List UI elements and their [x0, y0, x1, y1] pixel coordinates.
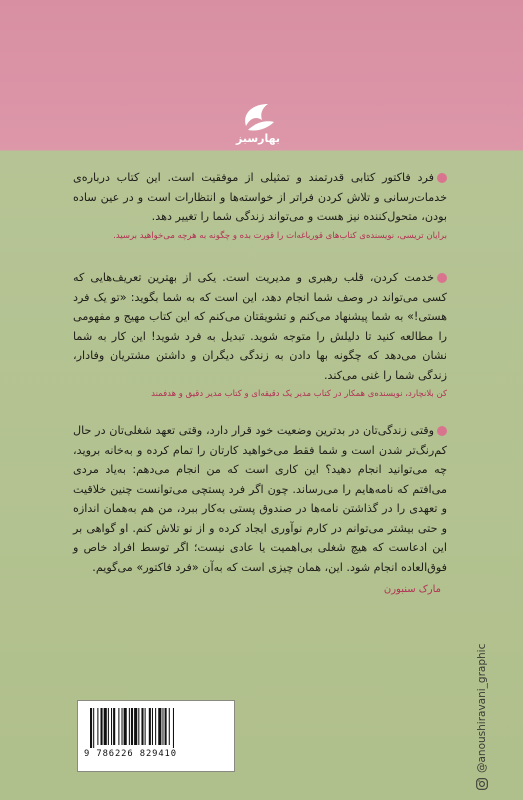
barcode-bars: [90, 708, 222, 748]
endorsement-1: [73, 168, 447, 242]
barcode-bar: [152, 708, 153, 745]
barcode-bar: [162, 708, 163, 745]
barcode-bar: [129, 708, 130, 745]
endorsement-text: فرد فاکتور کتابی قدرتمند و تمثیلی از موفقیت است. این کتاب درباره‌ی خدمات‌رسانی و تلاش کردن فراتر از خواسته‌ها و انتظارات است و در عین ساده بودن، متحول‌کننده نیز هست و می‌تواند زندگی شما را تغییر دهد.: [73, 171, 447, 223]
barcode-bar: [131, 708, 133, 745]
endorsement-3: [73, 421, 447, 596]
barcode-bar: [141, 708, 143, 745]
barcode-bar: [97, 708, 98, 745]
instagram-icon: [476, 778, 488, 790]
barcode-bar: [138, 708, 139, 745]
barcode-bar: [155, 708, 156, 745]
bullet-dot: [437, 173, 447, 183]
barcode-bar: [113, 708, 115, 745]
barcode-bar: [145, 708, 146, 745]
barcode-bar: [173, 708, 174, 748]
barcode-bar: [118, 708, 119, 745]
barcode-bar: [90, 708, 92, 748]
instagram-credit: [476, 644, 488, 790]
barcode-bar: [93, 708, 94, 748]
barcode-bar: [122, 708, 123, 745]
barcode-bar: [158, 708, 161, 745]
barcode-bar: [111, 708, 112, 745]
publisher-logo: [228, 100, 288, 158]
publisher-name: بهارسبز: [235, 132, 280, 145]
instagram-handle: @anoushiravani_graphic: [476, 643, 488, 773]
barcode-bar: [165, 708, 167, 745]
leaf-icon: [238, 100, 278, 134]
bullet-dot: [437, 273, 447, 283]
endorsement-2: [73, 268, 447, 400]
barcode-bar: [124, 708, 127, 745]
barcode-bar: [134, 708, 137, 745]
endorsement-author: برایان تریسی، نویسنده‌ی کتاب‌های قورباغه‌ات را قورت بده و چگونه به هرچه می‌خواهید برسید.: [113, 230, 447, 241]
endorsement-author: کن بلانچارد، نویسنده‌ی همکار در کتاب مدیر یک دقیقه‌ای و کتاب مدیر دقیق و هدفمند: [151, 389, 447, 399]
isbn-digits: 9 786226 829410: [84, 749, 177, 759]
bullet-dot: [437, 426, 447, 436]
barcode-bar: [149, 708, 151, 745]
barcode-bar: [101, 708, 103, 745]
endorsement-author: مارک سنبورن: [383, 584, 441, 595]
isbn-barcode: [77, 700, 235, 772]
barcode-bar: [104, 708, 107, 745]
endorsement-text: وقتی زندگی‌تان در بدترین وضعیت خود قرار دارد، وقتی تعهد شغلی‌تان در حال کم‌رنگ‌تر شدن است و شما فقط می‌خواهید کارتان را تمام کرده و به‌خانه بروید، چه می‌توانید انجام دهید؟ این کاری است که من انجام می‌دهم: به‌یاد مردی می‌افتم که نامه‌هایم را می‌رساند. چون اگر فرد پستچی می‌توانست چنین خلاقیت و تعهدی را در گذاشتن نامه‌ها در صندوق پستی به‌کار ببرد، من هم به‌همان اندازه و حتی بیشتر می‌توانم در کارم نوآوری ایجاد کرده و از نو تلاش کنم. او گواهی بر این ادعاست که هیچ شغلی بی‌اهمیت یا عادی نیست؛ اگر توسط افراد خاص و فوق‌العاده انجام شود. این، همان چیزی است که به‌آن «فرد فاکتور» می‌گویم.: [73, 424, 447, 574]
barcode-bar: [108, 708, 109, 745]
barcode-bar: [169, 708, 170, 745]
endorsement-text: خدمت کردن، قلب رهبری و مدیریت است. یکی از بهترین تعریف‌هایی که کسی می‌تواند در وصف شما انجام دهد، این است که به شما بگوید: «تو یک فرد هستی!» به شما پیشنهاد می‌کنم و تشویقتان می‌کنم که این کتاب مهیج و مفهومی را مطالعه کنید تا دلیلش را متوجه شوید. تبدیل به فرد شوید! این کار به شما نشان می‌دهد که چگونه بها دادن به زندگی دیگران و داشتن مشتریان وفادار، زندگی شما را غنی می‌کند.: [73, 271, 447, 382]
